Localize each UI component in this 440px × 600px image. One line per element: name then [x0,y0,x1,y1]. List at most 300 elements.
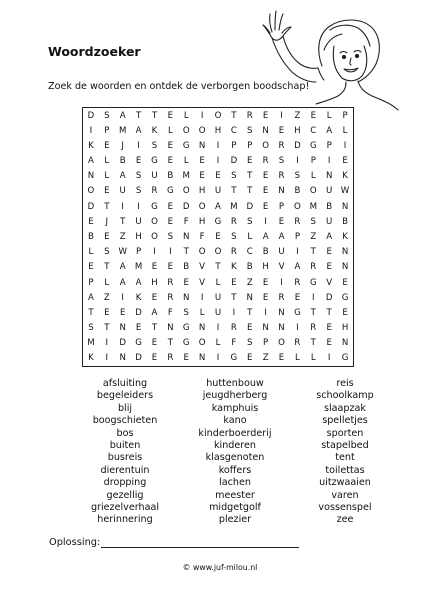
grid-letter[interactable]: S [247,338,253,349]
grid-letter[interactable]: T [247,171,253,182]
grid-letter[interactable]: U [151,171,158,182]
grid-letter[interactable]: S [231,231,237,242]
grid-letter[interactable]: H [214,125,222,136]
grid-letter[interactable]: N [341,262,349,273]
grid-letter[interactable]: U [326,186,333,197]
grid-letter[interactable]: R [294,338,301,349]
grid-letter[interactable]: U [135,216,142,227]
grid-letter[interactable]: L [167,125,173,136]
grid-letter[interactable]: F [231,338,237,349]
grid-letter[interactable]: W [340,186,350,197]
grid-letter[interactable]: P [263,338,269,349]
grid-letter[interactable]: C [230,125,237,136]
grid-letter[interactable]: O [182,186,190,197]
grid-letter[interactable]: B [262,247,269,258]
grid-letter[interactable]: H [341,323,349,334]
grid-letter[interactable]: E [215,231,221,242]
grid-letter[interactable]: D [325,292,333,303]
grid-letter[interactable]: H [262,262,269,273]
word-item: huttenbouw [206,378,264,389]
grid-letter[interactable]: T [183,247,189,258]
grid-letter[interactable]: T [326,307,332,318]
grid-letter[interactable]: E [167,110,174,121]
solution-field[interactable] [49,537,299,548]
grid-letter[interactable]: T [151,323,158,334]
grid-letter[interactable]: S [231,171,237,182]
grid-letter[interactable]: E [167,140,174,151]
grid-letter[interactable]: Z [119,231,126,242]
grid-letter[interactable]: T [104,262,110,273]
grid-letter[interactable]: P [294,231,300,242]
grid-letter[interactable]: B [246,262,253,273]
grid-letter[interactable]: E [326,338,332,349]
grid-letter[interactable]: E [151,292,158,303]
grid-letter[interactable]: I [327,353,331,364]
grid-letter[interactable]: K [88,353,94,364]
grid-letter[interactable]: J [121,140,124,151]
grid-letter[interactable]: L [183,110,189,121]
grid-letter[interactable]: O [278,338,285,349]
grid-letter[interactable]: T [310,338,316,349]
grid-letter[interactable]: I [216,140,220,151]
grid-letter[interactable]: F [167,307,173,318]
grid-letter[interactable]: A [119,262,126,273]
grid-letter[interactable]: H [198,216,206,227]
grid-letter[interactable]: N [262,323,269,334]
page-title: Woordzoeker [48,44,141,59]
grid-letter[interactable]: P [310,156,316,167]
grid-letter[interactable]: R [230,216,237,227]
word-item: blij [117,402,133,414]
grid-letter[interactable]: E [151,353,158,364]
grid-letter[interactable]: R [262,156,269,167]
grid-letter[interactable]: U [214,186,222,197]
grid-letter[interactable]: O [294,201,301,212]
grid-letter[interactable]: O [151,216,158,227]
grid-letter[interactable]: T [167,338,173,349]
grid-letter[interactable]: I [105,338,109,349]
grid-letter[interactable]: L [247,231,253,242]
grid-letter[interactable]: M [309,201,317,212]
grid-letter[interactable]: R [151,186,158,197]
grid-letter[interactable]: G [135,338,142,349]
grid-letter[interactable]: P [88,277,94,288]
grid-letter[interactable]: S [167,231,174,242]
grid-letter[interactable]: P [342,110,348,121]
grid-letter[interactable]: B [183,262,190,273]
grid-letter[interactable]: K [88,140,94,151]
grid-letter[interactable]: N [325,171,333,182]
grid-letter[interactable]: I [312,292,315,303]
grid-letter[interactable]: I [216,156,220,167]
grid-letter[interactable]: A [326,231,333,242]
grid-letter[interactable]: P [247,140,253,151]
grid-letter[interactable]: N [341,247,349,258]
grid-letter[interactable]: G [309,140,317,151]
grid-letter[interactable]: B [326,201,333,212]
grid-letter[interactable]: S [104,110,110,121]
grid-letter[interactable]: E [183,277,189,288]
grid-letter[interactable]: I [296,156,299,167]
grid-letter[interactable]: N [341,338,349,349]
grid-letter[interactable]: E [262,277,269,288]
grid-letter[interactable]: T [310,247,316,258]
grid-letter[interactable]: T [104,201,110,212]
grid-letter[interactable]: E [278,125,285,136]
grid-letter[interactable]: L [104,171,110,182]
grid-letter[interactable]: E [342,156,348,167]
grid-letter[interactable]: I [89,125,93,136]
grid-letter[interactable]: D [294,140,301,151]
grid-letter[interactable]: A [119,277,126,288]
grid-letter[interactable]: C [310,125,317,136]
grid-letter[interactable]: T [231,110,237,121]
grid-letter[interactable]: O [87,186,95,197]
grid-letter[interactable]: E [262,110,269,121]
grid-letter[interactable]: G [182,323,190,334]
grid-letter[interactable]: W [118,247,127,258]
grid-letter[interactable]: E [262,171,269,182]
grid-letter[interactable]: G [309,277,317,288]
grid-letter[interactable]: V [199,277,206,288]
grid-letter[interactable]: P [104,125,110,136]
grid-letter[interactable]: U [214,292,222,303]
grid-letter[interactable]: E [104,140,110,151]
grid-letter[interactable]: M [87,338,95,349]
grid-letter[interactable]: I [105,353,109,364]
grid-letter[interactable]: O [198,338,206,349]
grid-letter[interactable]: G [294,307,301,318]
grid-letter[interactable]: I [296,323,299,334]
grid-letter[interactable]: R [246,110,253,121]
grid-letter[interactable]: N [198,140,206,151]
grid-letter[interactable]: E [199,171,205,182]
grid-letter[interactable]: G [167,186,174,197]
grid-letter[interactable]: Z [262,353,269,364]
grid-letter[interactable]: Z [103,292,110,303]
grid-letter[interactable]: E [342,277,348,288]
grid-letter[interactable]: R [230,247,237,258]
grid-letter[interactable]: S [104,247,110,258]
grid-letter[interactable]: L [295,353,300,364]
grid-letter[interactable]: G [230,353,238,364]
grid-letter[interactable]: K [342,171,348,182]
grid-letter[interactable]: O [214,110,222,121]
grid-letter[interactable]: Z [246,277,253,288]
grid-letter[interactable]: N [278,186,285,197]
grid-letter[interactable]: T [104,323,110,334]
grid-letter[interactable]: K [135,292,142,303]
grid-letter[interactable]: O [214,247,222,258]
grid-letter[interactable]: I [264,307,267,318]
grid-letter[interactable]: A [278,231,285,242]
grid-letter[interactable]: I [121,201,124,212]
grid-letter[interactable]: I [169,247,172,258]
grid-letter[interactable]: E [326,323,332,334]
grid-letter[interactable]: A [326,125,333,136]
word-item: klasgenoten [205,452,265,464]
grid-letter[interactable]: I [327,156,331,167]
grid-letter[interactable]: N [119,323,126,334]
grid-letter[interactable]: R [167,353,174,364]
grid-letter[interactable]: U [326,216,333,227]
grid-letter[interactable]: D [119,338,126,349]
grid-letter[interactable]: S [310,216,317,227]
grid-letter[interactable]: E [104,231,110,242]
grid-letter[interactable]: O [198,201,206,212]
grid-letter[interactable]: R [278,292,285,303]
grid-letter[interactable]: L [199,307,205,318]
grid-letter[interactable]: R [167,292,174,303]
grid-letter[interactable]: K [342,231,348,242]
grid-letter[interactable]: O [198,125,206,136]
grid-letter[interactable]: T [215,262,221,273]
grid-letter[interactable]: E [262,186,269,197]
grid-letter[interactable]: A [135,277,142,288]
grid-letter[interactable]: D [230,156,238,167]
grid-letter[interactable]: A [215,201,221,212]
grid-letter[interactable]: R [230,323,237,334]
grid-letter[interactable]: B [294,186,301,197]
grid-letter[interactable]: E [326,247,332,258]
grid-letter[interactable]: E [151,262,158,273]
grid-letter[interactable]: S [151,140,158,151]
grid-letter[interactable]: A [262,231,269,242]
grid-letter[interactable]: N [183,231,190,242]
grid-letter[interactable]: K [151,125,158,136]
grid-letter[interactable]: E [278,216,285,227]
grid-letter[interactable]: D [87,201,95,212]
grid-letter[interactable]: D [246,201,254,212]
grid-letter[interactable]: E [104,186,110,197]
grid-letter[interactable]: S [247,125,253,136]
grid-letter[interactable]: V [326,277,333,288]
grid-letter[interactable]: E [262,292,269,303]
grid-letter[interactable]: E [294,292,301,303]
grid-letter[interactable]: N [183,292,190,303]
grid-letter[interactable]: E [135,156,142,167]
grid-letter[interactable]: I [264,216,267,227]
grid-letter[interactable]: I [121,292,124,303]
grid-letter[interactable]: R [310,262,317,273]
grid-letter[interactable]: I [280,277,283,288]
grid-letter[interactable]: F [183,216,189,227]
grid-letter[interactable]: L [183,156,189,167]
grid-letter[interactable]: V [199,262,206,273]
grid-letter[interactable]: L [104,156,110,167]
grid-letter[interactable]: A [119,110,126,121]
grid-letter[interactable]: I [137,140,140,151]
grid-letter[interactable]: P [278,201,285,212]
grid-letter[interactable]: M [182,171,190,182]
word-search-grid[interactable] [82,107,354,367]
grid-letter[interactable]: L [88,247,94,258]
grid-letter[interactable]: E [104,307,110,318]
grid-letter[interactable]: S [135,171,142,182]
grid-letter[interactable]: I [137,201,140,212]
grid-letter[interactable]: S [247,216,253,227]
grid-letter[interactable]: N [119,353,126,364]
grid-letter[interactable]: O [151,231,158,242]
grid-letter[interactable]: E [278,353,285,364]
grid-letter[interactable]: R [294,216,301,227]
grid-letter[interactable]: C [246,247,253,258]
grid-letter[interactable]: E [167,201,174,212]
grid-letter[interactable]: N [167,323,174,334]
grid-letter[interactable]: T [247,186,253,197]
grid-letter[interactable]: I [200,110,204,121]
grid-letter[interactable]: S [294,171,301,182]
grid-letter[interactable]: R [294,277,301,288]
grid-letter[interactable]: N [278,323,285,334]
grid-letter[interactable]: A [135,125,142,136]
grid-letter[interactable]: G [151,156,158,167]
grid-letter[interactable]: E [135,323,142,334]
grid-letter[interactable]: E [231,277,237,288]
grid-letter[interactable]: F [199,231,205,242]
grid-letter[interactable]: N [198,323,206,334]
grid-letter[interactable]: I [216,353,220,364]
grid-letter[interactable]: E [167,262,174,273]
grid-letter[interactable]: E [310,110,316,121]
grid-letter[interactable]: G [151,201,158,212]
grid-letter[interactable]: A [294,262,301,273]
grid-letter[interactable]: E [183,353,189,364]
grid-letter[interactable]: A [87,292,94,303]
grid-letter[interactable]: O [182,125,190,136]
grid-letter[interactable]: S [135,186,142,197]
grid-letter[interactable]: A [87,156,94,167]
grid-letter[interactable]: T [231,186,237,197]
grid-letter[interactable]: M [118,125,127,136]
word-list-column [180,378,290,527]
grid-letter[interactable]: E [151,338,158,349]
grid-letter[interactable]: H [135,231,142,242]
grid-letter[interactable]: B [87,231,94,242]
grid-letter[interactable]: T [247,307,253,318]
grid-letter[interactable]: H [294,125,301,136]
word-item: koffers [218,464,252,476]
grid-letter[interactable]: P [326,140,332,151]
grid-letter[interactable]: T [120,216,126,227]
grid-letter[interactable]: M [230,201,238,212]
grid-letter[interactable]: E [247,323,253,334]
grid-letter[interactable]: L [215,338,221,349]
grid-letter[interactable]: J [105,216,109,227]
grid-letter[interactable]: T [310,307,316,318]
grid-letter[interactable]: P [135,247,142,258]
grid-letter[interactable]: E [247,156,253,167]
solution-answer-line[interactable] [101,537,299,548]
grid-letter[interactable]: B [167,171,174,182]
grid-letter[interactable]: T [151,110,158,121]
grid-letter[interactable]: E [326,262,332,273]
grid-letter[interactable]: I [200,292,204,303]
grid-letter[interactable]: R [310,323,317,334]
grid-letter[interactable]: Z [310,231,317,242]
grid-letter[interactable]: K [231,262,237,273]
grid-letter[interactable]: D [135,307,142,318]
grid-letter[interactable]: I [232,307,236,318]
grid-letter[interactable]: I [153,247,156,258]
grid-letter[interactable]: E [247,353,253,364]
grid-letter[interactable]: S [183,307,189,318]
grid-letter[interactable]: U [214,307,222,318]
grid-letter[interactable]: G [341,353,349,364]
grid-letter[interactable]: T [88,307,94,318]
grid-letter[interactable]: Z [294,110,301,121]
grid-letter[interactable]: A [151,307,158,318]
grid-letter[interactable]: G [341,292,349,303]
grid-letter[interactable]: B [119,156,126,167]
grid-letter[interactable]: U [119,186,126,197]
grid-letter[interactable]: N [246,292,253,303]
grid-letter[interactable]: I [280,110,283,121]
grid-letter[interactable]: I [296,247,299,258]
grid-letter[interactable]: U [278,247,285,258]
grid-letter[interactable]: P [231,140,237,151]
word-item: kinderboerderij [198,427,272,439]
grid-letter[interactable]: E [342,307,348,318]
grid-letter[interactable]: N [198,353,206,364]
grid-letter[interactable]: T [231,292,237,303]
grid-letter[interactable]: L [342,125,348,136]
grid-letter[interactable]: A [119,171,126,182]
grid-letter[interactable]: O [198,247,206,258]
grid-letter[interactable]: H [198,186,206,197]
grid-letter[interactable]: R [167,277,174,288]
grid-letter[interactable]: G [214,216,222,227]
grid-letter[interactable]: D [87,110,95,121]
grid-letter[interactable]: N [341,201,349,212]
grid-letter[interactable]: V [278,262,285,273]
grid-letter[interactable]: G [182,338,190,349]
grid-letter[interactable]: G [182,140,190,151]
grid-letter[interactable]: S [88,323,94,334]
grid-letter[interactable]: D [182,201,190,212]
grid-letter[interactable]: E [215,171,221,182]
grid-letter[interactable]: B [342,216,348,227]
grid-letter[interactable]: E [88,216,94,227]
grid-letter[interactable]: R [278,171,285,182]
grid-letter[interactable]: E [119,307,126,318]
grid-letter[interactable]: L [310,353,316,364]
grid-letter[interactable]: E [88,262,94,273]
grid-letter[interactable]: I [216,323,220,334]
grid-letter[interactable]: D [135,353,142,364]
grid-letter[interactable]: T [135,110,142,121]
word-item: slaapzak [324,402,366,414]
grid-letter[interactable]: E [167,216,174,227]
grid-letter[interactable]: N [262,125,269,136]
grid-letter[interactable]: L [215,277,221,288]
grid-letter[interactable]: N [87,171,95,182]
grid-letter[interactable]: E [199,156,205,167]
grid-letter[interactable]: N [278,307,285,318]
grid-letter[interactable]: O [262,140,270,151]
grid-letter[interactable]: E [167,156,174,167]
grid-letter[interactable]: L [104,277,110,288]
grid-letter[interactable]: M [134,262,143,273]
grid-letter[interactable]: E [262,201,269,212]
grid-letter[interactable]: L [310,171,316,182]
grid-letter[interactable]: L [326,110,332,121]
grid-letter[interactable]: H [151,277,158,288]
grid-letter[interactable]: I [343,140,347,151]
grid-letter[interactable]: O [309,186,317,197]
grid-letter[interactable]: S [278,156,285,167]
grid-letter[interactable]: R [278,140,285,151]
